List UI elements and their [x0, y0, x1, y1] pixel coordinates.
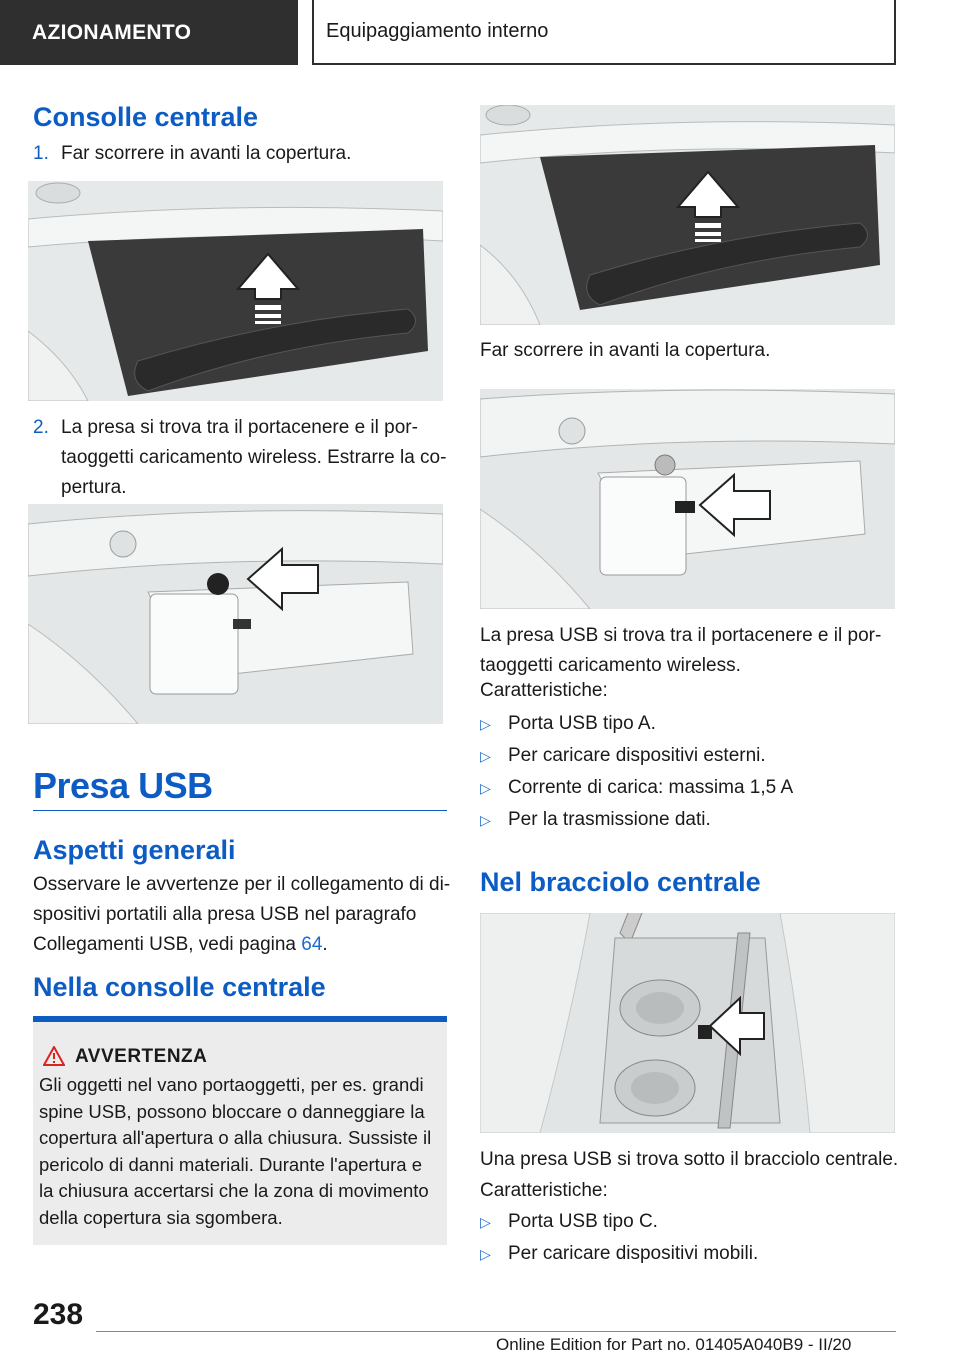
footer-edition: Online Edition for Part no. 01405A040B9 - II/20	[496, 1335, 852, 1354]
generali-line-3: Collegamenti USB, vedi pagina	[33, 934, 296, 955]
bullet-icon: ▷	[480, 812, 491, 828]
step-1-number: 1.	[33, 143, 49, 164]
warning-line: spine USB, possono bloccare o danneggiare la	[39, 1100, 425, 1122]
list-item: ▷ Porta USB tipo A.	[480, 708, 793, 740]
warning-line: della copertura sia sgombera.	[39, 1206, 283, 1228]
warning-icon	[43, 1046, 65, 1066]
caption-1: Far scorrere in avanti la copertura.	[480, 340, 771, 361]
step-2-line-1: La presa si trova tra il portacenere e il por-	[61, 417, 418, 438]
heading-nella-consolle: Nella consolle centrale	[33, 972, 326, 1002]
caption-3: Una presa USB si trova sotto il bracciolo centrale.	[480, 1149, 899, 1170]
chapter-title: Equipaggiamento interno	[326, 20, 549, 42]
caption-2-line-1: La presa USB si trova tra il portacenere e il por-	[480, 625, 882, 646]
warning-title: AVVERTENZA	[75, 1046, 208, 1067]
heading-bracciolo: Nel bracciolo centrale	[480, 867, 761, 897]
warning-body	[39, 1072, 441, 1231]
figure-console-cover	[28, 181, 443, 401]
page-link[interactable]: 64	[301, 934, 323, 955]
warning-line: Gli oggetti nel vano portaoggetti, per es. grandi	[39, 1074, 424, 1095]
generali-line-3-end: .	[322, 934, 328, 955]
figure-usb-a-right	[480, 389, 895, 609]
heading-presa-usb: Presa USB	[33, 765, 213, 806]
figure-console-cover-right	[480, 105, 895, 325]
step-1	[33, 139, 351, 169]
caption-2	[480, 621, 881, 681]
step-2-line-2: taoggetti caricamento wireless. Estrarre la co-	[61, 447, 447, 468]
section-tab	[0, 0, 298, 65]
warning-line: la chiusura accertarsi che la zona di movimento	[39, 1180, 429, 1201]
step-2-number: 2.	[33, 417, 49, 438]
list-item: ▷ Per la trasmissione dati.	[480, 804, 793, 836]
list-item: ▷ Per caricare dispositivi esterni.	[480, 740, 793, 772]
warning-box	[33, 1016, 447, 1245]
features2-list	[480, 1206, 758, 1270]
generali-line-2: spositivi portatili alla presa USB nel paragrafo	[33, 904, 417, 925]
warning-line: pericolo di danni materiali. Durante l'apertura e	[39, 1153, 422, 1175]
features2-label: Caratteristiche:	[480, 1180, 608, 1201]
bullet-icon: ▷	[480, 748, 491, 764]
list-item: ▷ Per caricare dispositivi mobili.	[480, 1238, 758, 1270]
bullet-icon: ▷	[480, 1246, 491, 1262]
step-1-text: Far scorrere in avanti la copertura.	[61, 143, 352, 164]
bullet-icon: ▷	[480, 716, 491, 732]
features-label: Caratteristiche:	[480, 680, 608, 701]
figure-armrest-usb	[480, 913, 895, 1133]
step-2	[33, 413, 446, 503]
section-title: AZIONAMENTO	[32, 20, 192, 44]
list-item: ▷ Corrente di carica: massima 1,5 A	[480, 772, 793, 804]
warning-line: copertura all'apertura o alla chiusura. Sussiste il	[39, 1127, 432, 1148]
figure-usb-console-open	[28, 504, 443, 724]
generali-line-1: Osservare le avvertenze per il collegamento di di-	[33, 874, 451, 895]
heading-consolle-centrale: Consolle centrale	[33, 102, 259, 132]
heading-rule	[33, 810, 447, 811]
bullet-icon: ▷	[480, 1214, 491, 1230]
page-number: 238	[33, 1298, 84, 1331]
features-list	[480, 708, 793, 836]
list-item: ▷ Porta USB tipo C.	[480, 1206, 758, 1238]
footer-rule	[96, 1331, 896, 1332]
caption-2-line-2: taoggetti caricamento wireless.	[480, 655, 741, 676]
step-2-line-3: pertura.	[61, 477, 127, 498]
generali-paragraph	[33, 870, 450, 960]
heading-aspetti-generali: Aspetti generali	[33, 835, 236, 865]
bullet-icon: ▷	[480, 780, 491, 796]
chapter-tab	[312, 0, 896, 65]
